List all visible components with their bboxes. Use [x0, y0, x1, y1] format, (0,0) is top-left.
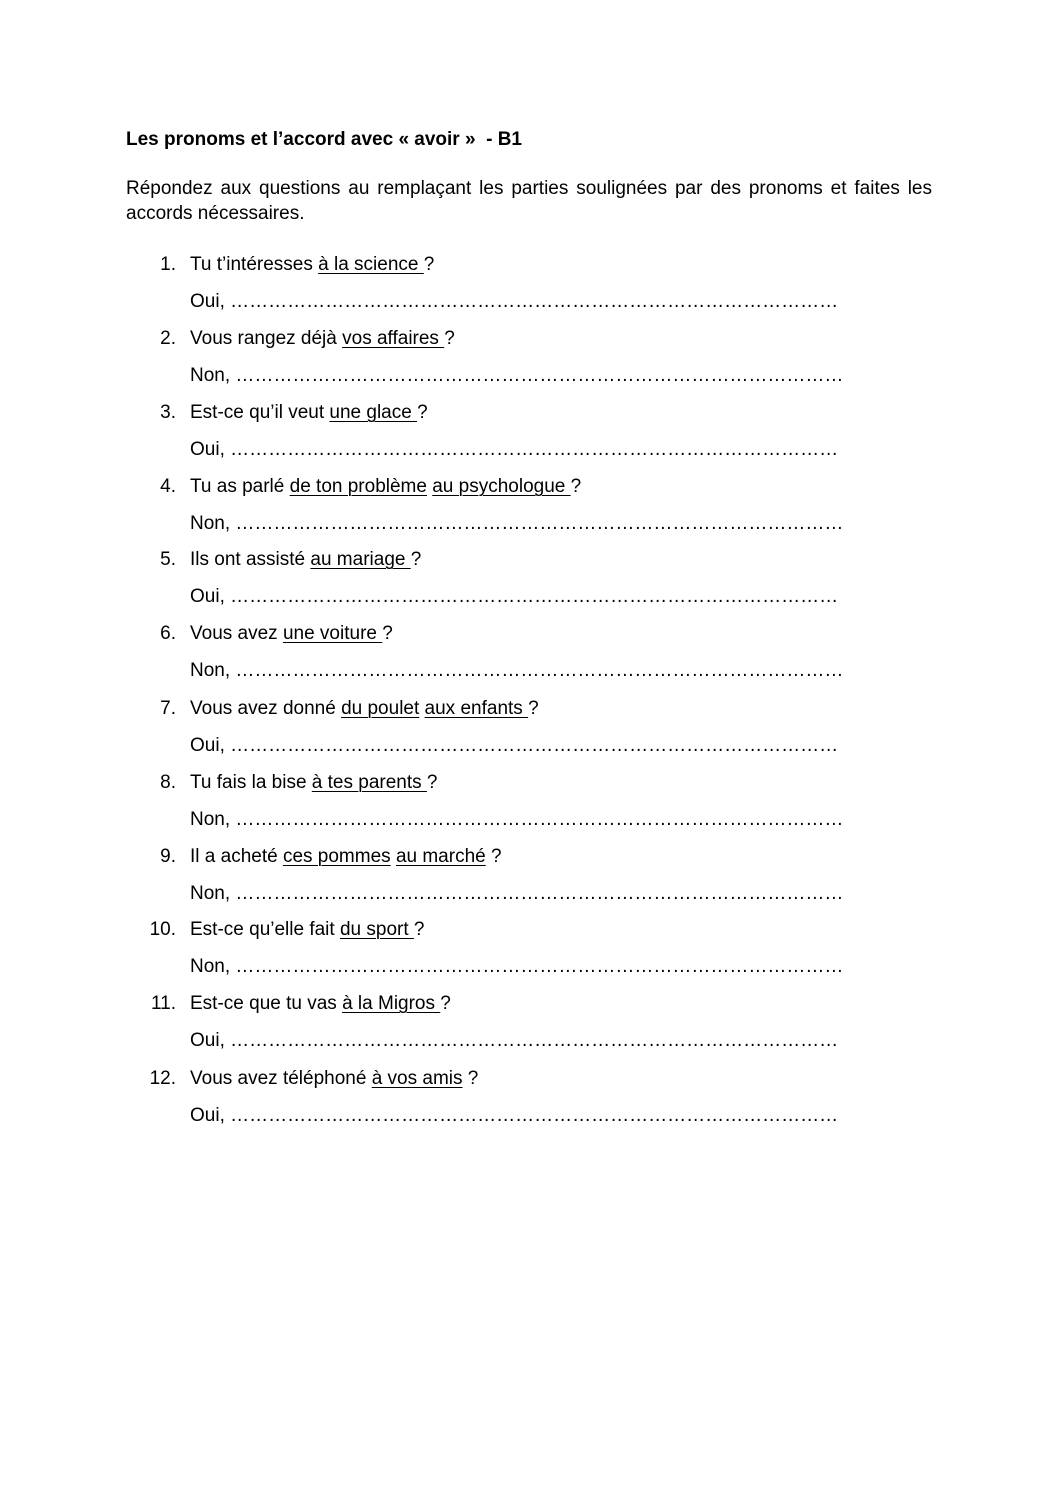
answer-prefix: Non, [190, 809, 231, 830]
question-fragment: Il a acheté [190, 846, 283, 867]
question-fragment: ? [528, 698, 539, 719]
question-fragment: ? [485, 846, 502, 867]
question-item [0, 475, 1058, 549]
instructions-text: Répondez aux questions au remplaçant les parties soulignées par des pronoms et faites les accords nécessaires. [126, 178, 932, 224]
page-title: Les pronoms et l’accord avec « avoir » - B1 [126, 129, 522, 150]
question-item [0, 401, 1058, 475]
answer-dotted-blank: …………………………………………………………………………………… [235, 809, 844, 830]
question-fragment: ? [426, 772, 438, 793]
question-number: 11. [150, 993, 176, 1014]
question-item [0, 771, 1058, 845]
question-fragment: Tu as parlé [190, 476, 290, 497]
underlined-phrase: au psychologue [432, 476, 571, 497]
question-fragment: ? [570, 476, 582, 497]
question-number: 10. [149, 919, 176, 940]
answer-line[interactable] [190, 512, 895, 536]
question-number: 3. [160, 402, 176, 423]
question-fragment: Vous rangez déjà [190, 328, 343, 349]
question-fragment: Vous avez téléphoné [190, 1068, 372, 1089]
question-text [190, 918, 424, 942]
question-fragment: ? [440, 993, 451, 1014]
answer-line[interactable] [190, 734, 884, 758]
answer-dotted-blank: …………………………………………………………………………………… [230, 439, 839, 460]
underlined-phrase: ces pommes [282, 846, 391, 867]
answer-dotted-blank: …………………………………………………………………………………… [230, 1030, 839, 1051]
question-number: 8. [160, 772, 176, 793]
answer-prefix: Non, [190, 956, 231, 977]
answer-prefix: Oui, [190, 1105, 225, 1126]
question-fragment: Est-ce que tu vas [190, 993, 343, 1014]
answer-prefix: Oui, [190, 291, 225, 312]
answer-line[interactable] [190, 1104, 884, 1128]
question-fragment: Est-ce qu’elle fait [190, 919, 340, 940]
question-fragment: Tu fais la bise [190, 772, 312, 793]
question-text [190, 845, 502, 869]
underlined-phrase: à la science [318, 254, 424, 275]
question-text [190, 401, 428, 425]
answer-dotted-blank: …………………………………………………………………………………… [235, 513, 844, 534]
question-text [190, 992, 451, 1016]
answer-line[interactable] [190, 659, 895, 683]
question-number: 6. [160, 623, 176, 644]
question-item [0, 697, 1058, 771]
question-item [0, 622, 1058, 696]
question-item [0, 1067, 1058, 1141]
answer-line[interactable] [190, 1029, 884, 1053]
question-number: 1. [160, 254, 176, 275]
answer-line[interactable] [190, 438, 884, 462]
underlined-phrase: à la Migros [342, 993, 441, 1014]
answer-prefix: Oui, [190, 439, 225, 460]
underlined-phrase: de ton problème [289, 476, 427, 497]
underlined-phrase: vos affaires [342, 328, 445, 349]
answer-dotted-blank: …………………………………………………………………………………… [230, 1105, 839, 1126]
answer-prefix: Non, [190, 365, 231, 386]
question-number: 7. [160, 698, 176, 719]
answer-dotted-blank: …………………………………………………………………………………… [230, 291, 839, 312]
question-item [0, 548, 1058, 622]
answer-prefix: Non, [190, 883, 231, 904]
underlined-phrase: aux enfants [424, 698, 529, 719]
question-fragment: Est-ce qu’il veut [190, 402, 330, 423]
question-number: 9. [160, 846, 176, 867]
underlined-phrase: du poulet [341, 698, 420, 719]
answer-dotted-blank: …………………………………………………………………………………… [235, 660, 844, 681]
question-fragment: Vous avez [190, 623, 283, 644]
question-text [190, 622, 393, 646]
answer-line[interactable] [190, 364, 895, 388]
question-fragment: ? [423, 254, 435, 275]
question-fragment: ? [413, 919, 425, 940]
answer-dotted-blank: …………………………………………………………………………………… [235, 956, 844, 977]
answer-prefix: Oui, [190, 1030, 225, 1051]
question-item [0, 845, 1058, 919]
question-number: 5. [160, 549, 176, 570]
answer-line[interactable] [190, 808, 895, 832]
question-text [190, 253, 434, 277]
answer-dotted-blank: …………………………………………………………………………………… [235, 365, 844, 386]
answer-line[interactable] [190, 290, 884, 314]
question-fragment: ? [410, 549, 422, 570]
question-fragment: ? [462, 1068, 479, 1089]
question-number: 2. [160, 328, 176, 349]
question-number: 4. [160, 476, 176, 497]
question-fragment: ? [417, 402, 428, 423]
underlined-phrase: à tes parents [311, 772, 427, 793]
answer-prefix: Oui, [190, 735, 225, 756]
question-fragment: Ils ont assisté [190, 549, 311, 570]
question-text [190, 771, 438, 795]
underlined-phrase: une voiture [282, 623, 383, 644]
question-fragment: ? [444, 328, 455, 349]
underlined-phrase: à vos amis [371, 1068, 463, 1089]
question-item [0, 992, 1058, 1066]
question-text [190, 548, 421, 572]
question-text [190, 327, 455, 351]
answer-prefix: Non, [190, 660, 231, 681]
question-fragment: Tu t’intéresses [190, 254, 319, 275]
question-fragment: Vous avez donné [190, 698, 342, 719]
answer-dotted-blank: …………………………………………………………………………………… [235, 883, 844, 904]
question-fragment: ? [382, 623, 393, 644]
question-text [190, 475, 581, 499]
answer-prefix: Non, [190, 513, 231, 534]
answer-line[interactable] [190, 955, 895, 979]
underlined-phrase: une glace [329, 402, 418, 423]
answer-line[interactable] [190, 585, 884, 609]
question-item [0, 918, 1058, 992]
underlined-phrase: au mariage [310, 549, 411, 570]
question-number: 12. [149, 1068, 176, 1089]
answer-prefix: Oui, [190, 586, 225, 607]
answer-line[interactable] [190, 882, 895, 906]
question-text [190, 1067, 478, 1091]
answer-dotted-blank: …………………………………………………………………………………… [230, 586, 839, 607]
question-text [190, 697, 539, 721]
question-item [0, 327, 1058, 401]
answer-dotted-blank: …………………………………………………………………………………… [230, 735, 839, 756]
underlined-phrase: au marché [395, 846, 486, 867]
question-item [0, 253, 1058, 327]
underlined-phrase: du sport [339, 919, 414, 940]
